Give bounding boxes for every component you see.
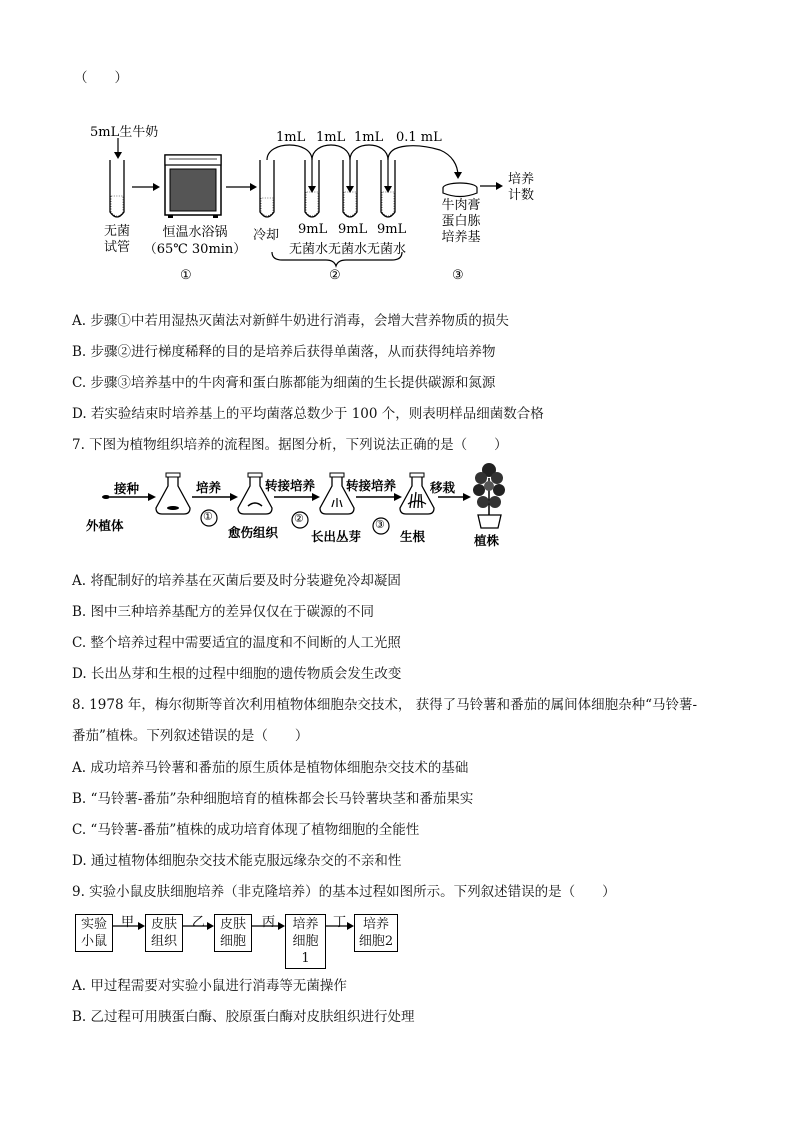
fig7-explant: 外植体	[86, 518, 124, 533]
q8-option-d: D. 通过植物体细胞杂交技术能克服远缘杂交的不亲和性	[72, 853, 402, 869]
plate-label: 牛肉膏 蛋白胨 培养基	[441, 198, 481, 245]
transfer-2: 1mL	[316, 130, 346, 145]
transfer-3: 1mL	[354, 130, 384, 145]
fig9-step-a: 甲	[121, 915, 135, 930]
step-1: ①	[180, 268, 192, 283]
fig9-box-skin-cells: 皮肤 细胞	[214, 914, 252, 952]
fig7-plant: 植株	[474, 533, 500, 548]
fig9-step-c: 丙	[262, 915, 276, 930]
count-label: 培养 计数	[507, 172, 534, 203]
fig9-box-mouse: 实验 小鼠	[75, 914, 113, 952]
fig7-n2: ②	[294, 512, 304, 525]
bath-label: 恒温水浴锅 （65℃ 30min）	[143, 225, 247, 257]
water-3: 9mL	[377, 222, 407, 237]
tube-label: 无菌 试管	[103, 224, 130, 255]
fig7-transplant: 移栽	[430, 480, 456, 495]
q7-option-b: B. 图中三种培养基配方的差异仅仅在于碳源的不同	[72, 604, 375, 620]
q9-stem: 9. 实验小鼠皮肤细胞培养（非克隆培养）的基本过程如图所示。下列叙述错误的是（ ）	[72, 884, 616, 900]
fig9-step-d: 丁	[333, 915, 347, 930]
q8-stem-line-1: 8. 1978 年，梅尔彻斯等首次利用植物体细胞杂交技术， 获得了马铃薯和番茄的属间体细胞杂种“马铃薯-	[72, 697, 698, 713]
q7-option-d: D. 长出丛芽和生根的过程中细胞的遗传物质会发生改变	[72, 666, 402, 682]
question-paren: （ ）	[74, 70, 128, 86]
transfer-4: 0.1 mL	[396, 130, 442, 145]
water-2: 9mL	[338, 222, 368, 237]
step-2: ②	[329, 268, 341, 283]
fig9-box-culture-1: 培养 细胞1	[285, 914, 326, 969]
milk-label: 5mL生牛奶	[90, 125, 159, 140]
q8-option-b: B. “马铃薯-番茄”杂种细胞培育的植株都会长马铃薯块茎和番茄果实	[72, 791, 474, 807]
fig7-culture: 培养	[196, 480, 222, 495]
q8-option-a: A. 成功培养马铃薯和番茄的原生质体是植物体细胞杂交技术的基础	[72, 760, 469, 776]
fig7-rooting: 生根	[400, 529, 426, 544]
q6-option-a: A. 步骤①中若用湿热灭菌法对新鲜牛奶进行消毒，会增大营养物质的损失	[72, 313, 509, 329]
flask-1-icon	[156, 473, 190, 514]
flask-4-icon	[400, 473, 434, 514]
fig7-diagram	[0, 0, 794, 560]
q6-option-c: C. 步骤③培养基中的牛肉膏和蛋白胨都能为细菌的生长提供碳源和氮源	[72, 375, 496, 391]
cool-label: 冷却	[253, 228, 280, 243]
transfer-1: 1mL	[276, 130, 306, 145]
q6-option-d: D. 若实验结束时培养基上的平均菌落总数少于 100 个，则表明样品细菌数合格	[72, 406, 544, 422]
q9-option-a: A. 甲过程需要对实验小鼠进行消毒等无菌操作	[72, 978, 347, 994]
fig7-buds: 长出丛芽	[311, 529, 362, 544]
water-1: 9mL	[298, 222, 328, 237]
fig7-n1: ①	[203, 510, 213, 523]
fig9-step-b: 乙	[192, 915, 206, 930]
q9-option-b: B. 乙过程可用胰蛋白酶、胶原蛋白酶对皮肤组织进行处理	[72, 1009, 415, 1025]
fig7-transfer-a: 转接培养	[265, 478, 316, 493]
q7-option-c: C. 整个培养过程中需要适宜的温度和不间断的人工光照	[72, 635, 401, 651]
step-3: ③	[452, 268, 464, 283]
fig7-callus: 愈伤组织	[228, 525, 279, 540]
q7-stem: 7. 下图为植物组织培养的流程图。据图分析，下列说法正确的是（ ）	[72, 437, 508, 453]
fig7-transfer-b: 转接培养	[346, 478, 397, 493]
q8-option-c: C. “马铃薯-番茄”植株的成功培育体现了植物细胞的全能性	[72, 822, 420, 838]
fig7-inoculate: 接种	[114, 481, 140, 496]
fig9-box-culture-2: 培养 细胞2	[354, 914, 398, 952]
q7-option-a: A. 将配制好的培养基在灭菌后要及时分装避免冷却凝固	[72, 573, 401, 589]
q6-option-b: B. 步骤②进行梯度稀释的目的是培养后获得单菌落，从而获得纯培养物	[72, 344, 496, 360]
fig7-n3: ③	[375, 518, 385, 531]
water-caption: 无菌水无菌水无菌水	[289, 242, 407, 257]
fig9-box-skin-tissue: 皮肤 组织	[145, 914, 183, 952]
q8-stem-line-2: 番茄”植株。下列叙述错误的是（ ）	[72, 728, 309, 744]
potted-plant-icon	[473, 463, 505, 528]
